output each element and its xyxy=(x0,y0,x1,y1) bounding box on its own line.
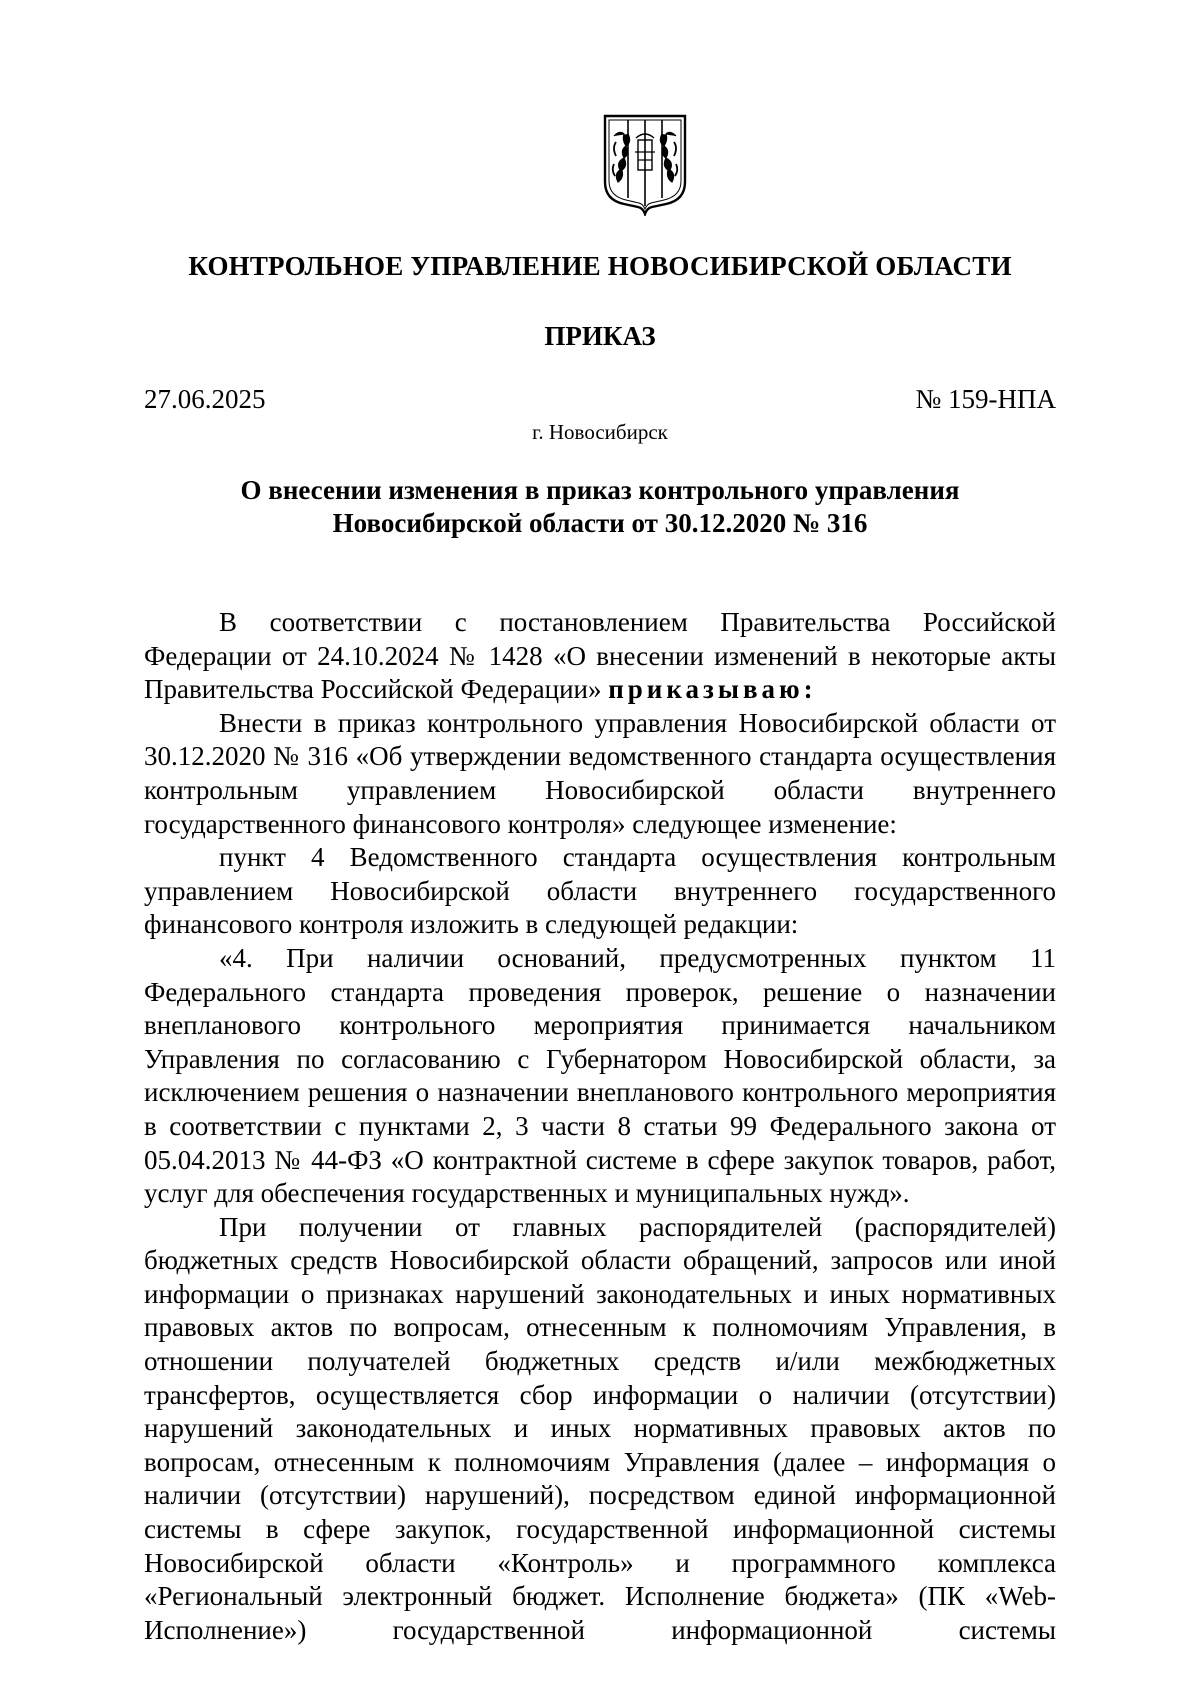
document-body xyxy=(144,606,1056,1647)
coat-of-arms-icon xyxy=(602,112,688,216)
paragraph-clause-4: «4. При наличии оснований, предусмотренных пунктом 11 Федерального стандарта проведения проверок, решение о назначении внепланового контрольного мероприятия принимается начальником Управления по согласованию с Губернатором Новосибирской области, за исключением решения о назначении внепланового контрольного мероприятия в соответствии с пунктами 2, 3 части 8 статьи 99 Федерального закона от 05.04.2013 № 44-ФЗ «О контрактной системе в сфере закупок товаров, работ, услуг для обеспечения государственных и муниципальных нужд». xyxy=(144,942,1056,1209)
document-city: г. Новосибирск xyxy=(532,420,668,444)
document-type: ПРИКАЗ xyxy=(544,321,656,351)
order-phrase: приказываю: xyxy=(608,674,817,705)
organization-title: КОНТРОЛЬНОЕ УПРАВЛЕНИЕ НОВОСИБИРСКОЙ ОБЛАСТИ xyxy=(188,251,1012,281)
document-number: № 159-НПА xyxy=(915,384,1056,414)
document-date: 27.06.2025 xyxy=(144,384,266,414)
paragraph-information: При получении от главных распорядителей (распорядителей) бюджетных средств Новосибирской области обращений, запросов или иной информации о признаках нарушений законодательных и иных нормативных правовых актов по вопросам, отнесенным к полномочиям Управления, в отношении получателей бюджетных средств и/или межбюджетных трансфертов, осуществляется сбор информации о наличии (отсутствии) нарушений законодательных и иных нормативных правовых актов по вопросам, отнесенным к полномочиям Управления (далее – информация о наличии (отсутствии) нарушений), посредством единой информационной системы в сфере закупок, государственной информационной системы Новосибирской области «Контроль» и программного комплекса «Региональный электронный бюджет. Исполнение бюджета» (ПК «Web-Исполнение») государственной информационной системы xyxy=(144,1211,1056,1645)
document-subject xyxy=(144,474,1056,540)
preamble-text: В соответствии с постановлением Правительства Российской Федерации от 24.10.2024 № 1428 «О внесении изменений в некоторые акты Правительства Российской Федерации» xyxy=(144,607,1056,705)
subject-line-2: Новосибирской области от 30.12.2020 № 316 xyxy=(332,508,868,538)
paragraph-amendment: Внести в приказ контрольного управления Новосибирской области от 30.12.2020 № 316 «Об утверждении ведомственного стандарта осуществления контрольным управлением Новосибирской области внутреннего государственного финансового контроля» следующее изменение: xyxy=(144,707,1056,839)
paragraph-clause: пункт 4 Ведомственного стандарта осуществления контрольным управлением Новосибирской области внутреннего государственного финансового контроля изложить в следующей редакции: xyxy=(144,842,1056,940)
subject-line-1: О внесении изменения в приказ контрольного управления xyxy=(240,475,960,505)
paragraph-preamble xyxy=(144,606,1056,707)
